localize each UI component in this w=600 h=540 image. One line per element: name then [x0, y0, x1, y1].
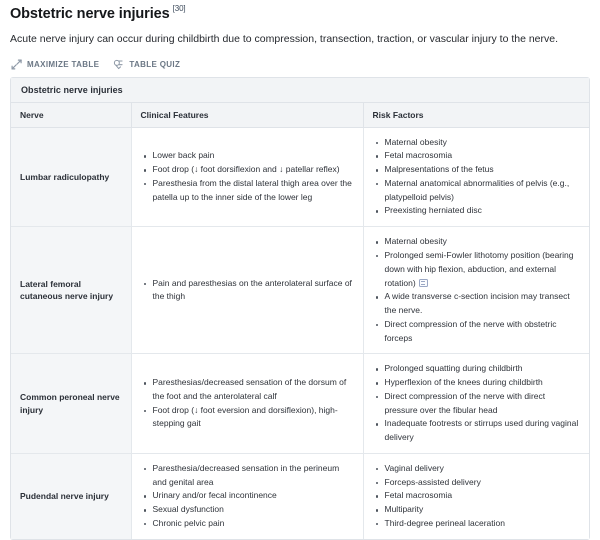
risk_factors-cell [363, 127, 589, 227]
risk_factors-list [373, 136, 581, 219]
list-item [152, 404, 354, 432]
list-item-text: Urinary and/or fecal incontinence [152, 490, 277, 501]
column-header-risk-factors: Risk Factors [363, 103, 589, 128]
list-item [152, 489, 354, 503]
table-row [11, 354, 589, 454]
list-item [384, 149, 581, 163]
list-item-text: Prolonged semi-Fowler lithotomy position (bearing down with hip flexion, abduction, and external rotation) [384, 249, 574, 288]
table-caption: Obstetric nerve injuries [11, 78, 589, 103]
risk_factors-list [373, 235, 581, 345]
clinical_features-cell [131, 453, 363, 538]
list-item-text: Fetal macrosomia [384, 490, 453, 501]
clinical_features-list [141, 462, 354, 531]
list-item [384, 204, 581, 218]
list-item [384, 390, 581, 418]
table-head [11, 103, 589, 128]
list-item-text: Lower back pain [152, 150, 215, 161]
list-item-text: Multiparity [384, 504, 424, 515]
list-item [384, 290, 581, 318]
list-item-text: Third-degree perineal laceration [384, 517, 505, 528]
risk_factors-list [373, 462, 581, 531]
list-item [152, 462, 354, 490]
list-item-text: Pain and paresthesias on the anterolateral surface of the thigh [152, 277, 352, 302]
list-item-text: Prolonged squatting during childbirth [384, 363, 523, 374]
page-title [10, 6, 590, 23]
list-item [152, 376, 354, 404]
nerve-name-cell: Lateral femoral cutaneous nerve injury [11, 227, 131, 354]
intro-paragraph: Acute nerve injury can occur during childbirth due to compression, transection, traction, or vascular injury to the nerve. [10, 33, 559, 46]
list-item [384, 177, 581, 205]
list-item-text: Chronic pelvic pain [152, 517, 225, 528]
list-item-text: Malpresentations of the fetus [384, 164, 494, 175]
data-table [11, 103, 589, 539]
list-item [384, 517, 581, 531]
risk_factors-cell [363, 227, 589, 354]
list-item-text: Fetal macrosomia [384, 150, 453, 161]
list-item [384, 163, 581, 177]
clinical_features-list [141, 277, 354, 305]
table-toolbar [11, 59, 590, 70]
list-item [384, 476, 581, 490]
risk_factors-cell [363, 453, 589, 538]
table-row [11, 127, 589, 227]
list-item-text: Vaginal delivery [384, 462, 444, 473]
column-header-clinical-features: Clinical Features [131, 103, 363, 128]
list-item [152, 177, 354, 205]
maximize-diagonal-arrows-icon [11, 59, 22, 70]
list-item-text: Preexisting herniated disc [384, 205, 482, 216]
list-item-text: Sexual dysfunction [152, 504, 224, 515]
clinical_features-cell [131, 354, 363, 454]
list-item [384, 318, 581, 346]
clinical_features-cell [131, 127, 363, 227]
clinical_features-list [141, 149, 354, 204]
list-item-text: Maternal obesity [384, 136, 447, 147]
nerve-name-cell: Pudendal nerve injury [11, 453, 131, 538]
table-body [11, 127, 589, 539]
risk_factors-list [373, 362, 581, 445]
risk_factors-cell [363, 354, 589, 454]
obstetric-nerve-injuries-table [10, 77, 590, 540]
maximize-table-label: MAXIMIZE TABLE [27, 59, 100, 69]
list-item [152, 277, 354, 305]
list-item [152, 517, 354, 531]
list-item [384, 376, 581, 390]
list-item-text: Paresthesias/decreased sensation of the dorsum of the foot and the anterolateral calf [152, 377, 347, 401]
list-item-text: Foot drop (↓ foot dorsiflexion and ↓ patellar reflex) [152, 164, 340, 175]
list-item [384, 136, 581, 150]
column-header-nerve: Nerve [11, 103, 131, 128]
list-item-text: Paresthesia from the distal lateral thigh area over the patella up to the inner side of the lower leg [152, 177, 352, 202]
table-header-row [11, 103, 589, 128]
clinical_features-cell [131, 227, 363, 354]
list-item [384, 503, 581, 517]
list-item [152, 163, 354, 177]
list-item-text: Foot drop (↓ foot eversion and dorsiflexion), high-stepping gait [152, 404, 338, 429]
clinical_features-list [141, 376, 354, 431]
list-item [152, 149, 354, 163]
nerve-name-cell: Common peroneal nerve injury [11, 354, 131, 454]
nerve-name-cell: Lumbar radiculopathy [11, 127, 131, 227]
table-row [11, 227, 589, 354]
quiz-cards-icon [113, 59, 124, 70]
list-item [384, 362, 581, 376]
list-item-text: Maternal obesity [384, 236, 447, 247]
table-row [11, 453, 589, 538]
list-item-text: Forceps-assisted delivery [384, 476, 481, 487]
list-item [384, 235, 581, 249]
list-item-text: Hyperflexion of the knees during childbirth [384, 377, 543, 388]
note-tooltip-icon[interactable] [419, 279, 428, 287]
list-item [384, 462, 581, 476]
maximize-table-button[interactable] [11, 59, 99, 70]
list-item-text: A wide transverse c-section incision may transect the nerve. [384, 291, 570, 316]
page-title-text: Obstetric nerve injuries [10, 6, 170, 22]
list-item [152, 503, 354, 517]
list-item [384, 417, 581, 445]
list-item-text: Inadequate footrests or stirrups used during vaginal delivery [384, 418, 579, 443]
list-item-text: Direct compression of the nerve with obstetric forceps [384, 318, 557, 343]
list-item-text: Direct compression of the nerve with direct pressure over the fibular head [384, 390, 546, 415]
page-title-reference[interactable]: [30] [172, 4, 186, 13]
list-item [384, 249, 581, 290]
list-item [384, 489, 581, 503]
table-quiz-label: TABLE QUIZ [129, 59, 181, 69]
table-quiz-button[interactable] [113, 59, 180, 70]
list-item-text: Paresthesia/decreased sensation in the perineum and genital area [152, 462, 340, 487]
list-item-text: Maternal anatomical abnormalities of pelvis (e.g., platypelloid pelvis) [384, 177, 570, 202]
